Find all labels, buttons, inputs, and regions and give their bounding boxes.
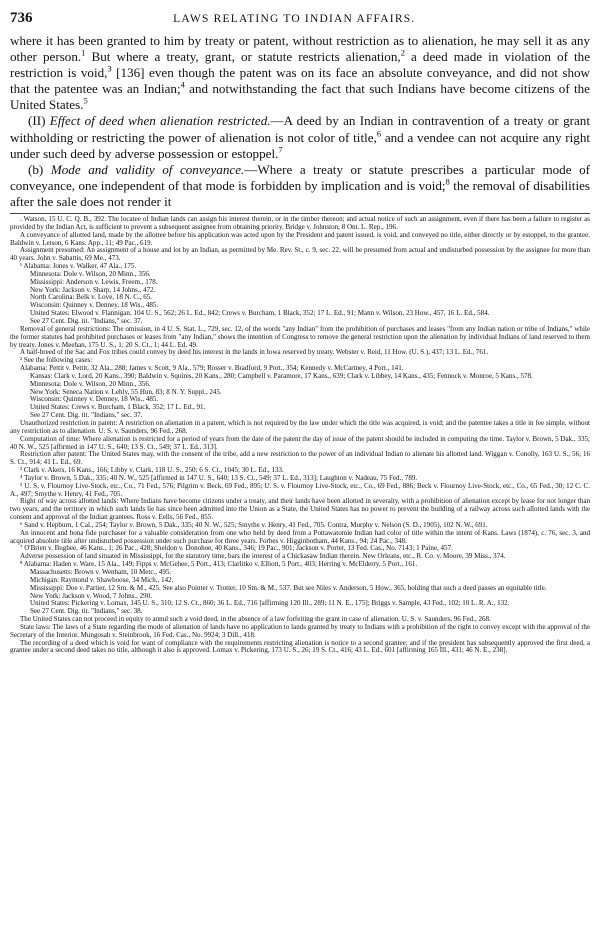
footnote-line: United States: Pickering v. Lomax, 145 U. S., 310; 12 S. Ct., 860; 36 L. Ed., 716 [affirming 120 Ill., 289; 11 N. E., 175]; Briggs v. Sample, 43 Fed., 102; 10 L. R. A., 132. xyxy=(30,599,510,608)
footnote-line: The United States can not proceed in equity to annul such a void deed, in the absence of a law forfeiting the grant in case of alienation. U. S. v. Saunders, 96 Fed., 268. xyxy=(20,615,491,624)
footnote-line: ³ Clark v. Akers, 16 Kans., 166; Libby v. Clark, 118 U. S., 250; 6 S. Ct., 1045; 30 L. Ed., 133. xyxy=(20,466,284,475)
paragraph-3 xyxy=(10,162,590,210)
paragraph-2 xyxy=(10,113,590,161)
section-heading: Effect of deed when alienation restricted. xyxy=(49,113,271,129)
footnote-line: Assignment presumed: An assignment of a house and lot by an Indian, as permitted by Me. Rev. St., c. 9, sec. 22, will be presumed from actual and undisturbed possession by the assignee for more than 40 years. John v. Sabattis, 69 Me., 473. xyxy=(10,246,590,263)
footnote-line: Alabama: Pettit v. Pettit, 32 Ala., 288; James v. Scott, 9 Ala., 579; Rosser v. Bradford, 9 Port., 354; Kennedy v. McCartney, 4 Port., 141. xyxy=(20,364,404,373)
footnote-divider xyxy=(10,213,590,214)
text-run: where it has been granted to him by treaty or patent, without restriction as to alienation, he may sell it as any other person. xyxy=(10,33,590,65)
footnote-line: Removal of general restrictions: The omission, in 4 U. S. Stat. L., 729, sec. 12, of the words "any Indian" from the prohibition of purchases and leases "from any Indian nation or tribe of Indians," while the former statutes had prohibited purchases or leases from "any Indian," shows the intention of Congress to remove the general restriction upon the alienation by individual Indians of land reserved to them by treaty. Jones v. Meehan, 175 U. S., 1; 20 S. Ct., 1; 44 L. Ed. 49. xyxy=(10,324,590,349)
footnote-line: New York: Jackson v. Sharp, 14 Johns., 472. xyxy=(30,285,156,294)
section-number: (b) xyxy=(28,161,51,177)
text-run: and a vendee can not acquire any right under such deed by adverse possession or estoppel. xyxy=(10,129,591,161)
footnote-line: ⁶ Sand v. Hepburn, 1 Cal., 254; Taylor v. Brown, 5 Dak., 335; 40 N. W., 525; Smythe v. Henry, 41 Fed., 705. Contra, Murphy v. Nelson (S. D., 1905), 102 N. W., 691. xyxy=(20,520,488,529)
footnotes xyxy=(10,216,590,655)
footnote-ref-7[interactable]: 7 xyxy=(278,144,283,155)
text-run: —A deed by an Indian in contravention of a treaty or grant withholding or restricting the power of alienation is not color of title, xyxy=(10,113,590,145)
footnote-line: Minnesota: Dole v. Wilson, 20 Minn., 356. xyxy=(30,269,151,278)
footnote-ref-6[interactable]: 6 xyxy=(376,128,382,139)
footnote-line: See 27 Cent. Dig. tit. "Indians," sec. 37. xyxy=(30,317,143,325)
footnote-line: New York: Jackson v. Wood, 7 Johns., 290. xyxy=(30,591,152,600)
footnote-line: An innocent and bona fide purchaser for a valuable consideration from one who held by deed from a Pottawatomie Indian had color of title within the intent of Kans. Laws (1874), c. 76, sec. 3, and acquired absolute title after undisturbed possession under such purchase for three years. Forbes v. Higginbotham, 44 Kans., 94; 24 Pac., 348. xyxy=(10,528,590,545)
footnote-line: Kansas: Clark v. Lord, 20 Kans., 390; Baldwin v. Squires, 20 Kans., 280; Campbell v. Paramore, 17 Kans., 639; Clark v. Libbey, 14 Kans., 435; Fennock v. Monroe, 5 Kans., 578. xyxy=(30,371,533,380)
footnote-ref-1[interactable]: 1 xyxy=(81,47,86,58)
footnote-line: Right of way across allotted lands: Where Indians have become citizens under a treaty, and their lands have been allotted in severalty, with a prohibition of alienation except by lease for not longer than two years, and the territory in which such lands lie has since been admitted into the Union as a State, the United States has no power to prevent the building of a railway across such allotted lands with the consent and approval of the Indian grantees. Ross v. Eells, 56 Fed., 855. xyxy=(10,497,590,522)
footnote-line: The recording of a deed which is void for want of compliance with the requirements restricting alienation is notice to a second grantee; and if the president has subsequently approved the first deed, a grantee under a second deed takes no title, although it also is approved. Lomax v. Pickering, 173 U. S., 26; 19 S. Ct., 416; 43 L. Ed., 601 [affirming 165 Ill., 431; 46 N. E., 238]. xyxy=(10,638,590,655)
footnote-line: Adverse possession of land situated in Mississippi, for the statutory time, bars the interest of a Chickasaw Indian therein. New Orleans, etc., R. Co. v. Moore, 39 Miss., 374. xyxy=(20,552,506,561)
footnote-line: Unauthorized restriction in patent: A restriction on alienation in a patent, which is not required by the law under which the title was acquired, is void; and the patentee takes a title in fee simple, without any restriction as to alienation. U. S. v. Saunders, 96 Fed., 268. xyxy=(10,418,590,435)
footnote-line: A conveyance of allotted land, made by the allottee before his application was acted upon by the President and patent issued, is void, and conveyed no title, either directly or by estoppel, to the grantee. Baldwin v. Letson, 6 Kans. App., 11; 49 Pac., 619. xyxy=(10,230,590,247)
footnote-line: United States: Crews v. Burcham, 1 Black, 352; 17 L. Ed., 91. xyxy=(30,403,206,412)
footnote-line: United States: Elwood v. Flannigan, 104 U. S., 562; 26 L. Ed., 842; Crews v. Burcham, 1 Black, 352; 17 L. Ed., 91; Mann v. Wilson, 23 How., 457, 16 L. Ed., 584. xyxy=(30,309,490,318)
running-title: LAWS RELATING TO INDIAN AFFAIRS. xyxy=(173,13,416,25)
footnote-line: ⁷ O'Brien v. Bugbee, 46 Kans., 1; 26 Pac., 428; Sheldon v. Donohoe, 40 Kans., 346; 19 Pac., 901; Jackson v. Porter, 13 Fed. Cas., No. 7143; 1 Paine, 457. xyxy=(20,544,453,553)
page-header xyxy=(10,10,590,32)
text-run: But where a treaty, grant, or statute restricts alienation, xyxy=(85,49,401,65)
footnote-line: Michigan: Raymond v. Shawboose, 34 Mich., 142. xyxy=(30,575,174,584)
footnote-line: Massachusetts: Brown v. Wenham, 10 Metc., 495. xyxy=(30,568,172,576)
footnote-line: ⁵ U. S. v. Flournoy Live-Stock, etc., Co., 71 Fed., 576; Pilgrim v. Beck, 69 Fed., 895; U. S. v. Flournoy Live-Stock, etc., Co., 69 Fed., 886; Beck v. Flournoy Live-Stock, etc., Co., 65 Fed., 30; 12 C. C. A., 497; Smythe v. Henry, 41 Fed., 705. xyxy=(10,481,590,498)
footnote-line: See 27 Cent. Dig. tit. "Indians," sec. 37. xyxy=(30,411,143,420)
footnote-line: ⁸ Alabama: Haden v. Ware, 15 Ala., 149; Fipps v. McGehee, 5 Port., 413; Clarlitko v. Elliott, 5 Port., 403; Herring v. McElderry, 5 Port., 161. xyxy=(20,560,418,569)
footnote-line: See 27 Cent. Dig. tit. "Indians," sec. 38. xyxy=(30,607,143,616)
section-number: (II) xyxy=(28,113,50,129)
footnote-line: Mississippi: Doe v. Partier, 12 Sm. & M., 425. See also Pointer v. Trotter, 10 Sm. & M., 537. But see Niles v. Anderson, 5 How., 365, holding that such a deed passes an equitable title. xyxy=(30,583,547,592)
footnote-ref-8[interactable]: 8 xyxy=(445,176,450,187)
section-heading: Mode and validity of conveyance. xyxy=(50,161,245,177)
footnote-line: ¹ Alabama: Jones v. Walker, 47 Ala., 175. xyxy=(20,262,137,271)
page-number: 736 xyxy=(10,10,33,26)
footnote-ref-3[interactable]: 3 xyxy=(107,63,112,74)
paragraph-1 xyxy=(10,33,590,113)
text-run: a deed made in violation of the restriction is void, xyxy=(10,49,591,81)
footnote-line: ² See the following cases: xyxy=(20,356,93,365)
main-text xyxy=(10,33,590,210)
footnote-ref-2[interactable]: 2 xyxy=(400,47,405,58)
text-run: and notwithstanding the fact that such Indians have become citizens of the United States. xyxy=(10,81,590,113)
footnote-line: A half-breed of the Sac and Fox tribes could convey by deed his interest in the lands in Iowa reserved by treaty. Webster v. Reid, 11 How. (U. S.), 437; 13 L. Ed., 761. xyxy=(20,348,489,357)
footnote-line: New York: Seneca Nation v. Lehly, 55 Hun, 83; 8 N. Y. Suppl., 245. xyxy=(30,387,222,396)
footnote-line: Computation of time: Where alienation is restricted for a period of years from the date of the patent the day of issue of the patent should be included in computing the time. Taylor v. Brown, 5 Dak., 335; 40 N. W., 525 [affirmed in 147 U. S., 640; 13 S. Ct., 549; 37 L. Ed., 313]. xyxy=(10,434,590,451)
footnote-line: Minnesota: Dole v. Wilson, 20 Minn., 356. xyxy=(30,379,151,388)
footnote-line: ⁴ Taylor v. Brown, 5 Dak., 335; 40 N. W., 525 [affirmed in 147 U. S., 640; 13 S. Ct., 549; 37 L. Ed., 313]; Laughton v. Nadeau, 75 Fed., 789. xyxy=(20,473,418,482)
footnote-line: Mississippi: Anderson v. Lewis, Freem., 178. xyxy=(30,277,158,286)
footnote-ref-5[interactable]: 5 xyxy=(83,96,88,107)
footnote-line: Restriction after patent: The United States may, with the consent of the tribe, add a new restriction to the power of an individual Indian to alienate his allotted land. Wiggan v. Conolly, 163 U. S., 56; 16 S. Ct., 914; 41 L. Ed., 69. xyxy=(10,450,590,467)
footnote-line: Wisconsin: Quinney v. Denney, 18 Wis., 485. xyxy=(30,395,159,404)
text-run: —Where a treaty or statute prescribes a particular mode of conveyance, one independent of that mode is forbidden by implication and is void; xyxy=(10,161,590,193)
footnote-line: . Watson, 15 U. C. Q. B., 392. The locatee of Indian lands can assign his interest therein, or in the timber thereon; and actual notice of such an assignment, even if there has been a failure to register as provided by the Indian Act, is sufficient to prevent a subsequent assignee from obtaining priority. Bridge v. Johnston, 8 Ont. L. Rep., 196. xyxy=(10,215,590,231)
footnote-line: North Carolina: Belk v. Love, 18 N. C., 65. xyxy=(30,293,153,302)
text-run: the removal of disabilities after the sale does not render it xyxy=(10,177,590,209)
footnote-line: Wisconsin: Quinney v. Denney, 18 Wis., 485. xyxy=(30,301,159,310)
footnote-line: State laws: The laws of a State regarding the mode of alienation of lands have no application to lands granted by treaty to Indians with a prohibition of the right to convey except with the approval of the Secretary of the Interior. Mungosah v. Steinbrook, 16 Fed. Cas., No. 9924; 3 Dill., 418. xyxy=(10,622,590,639)
footnote-ref-4[interactable]: 4 xyxy=(180,79,185,90)
text-run: [136] even though the patent was on its face an absolute conveyance, and did not show that the patentee was an Indian; xyxy=(10,65,591,97)
